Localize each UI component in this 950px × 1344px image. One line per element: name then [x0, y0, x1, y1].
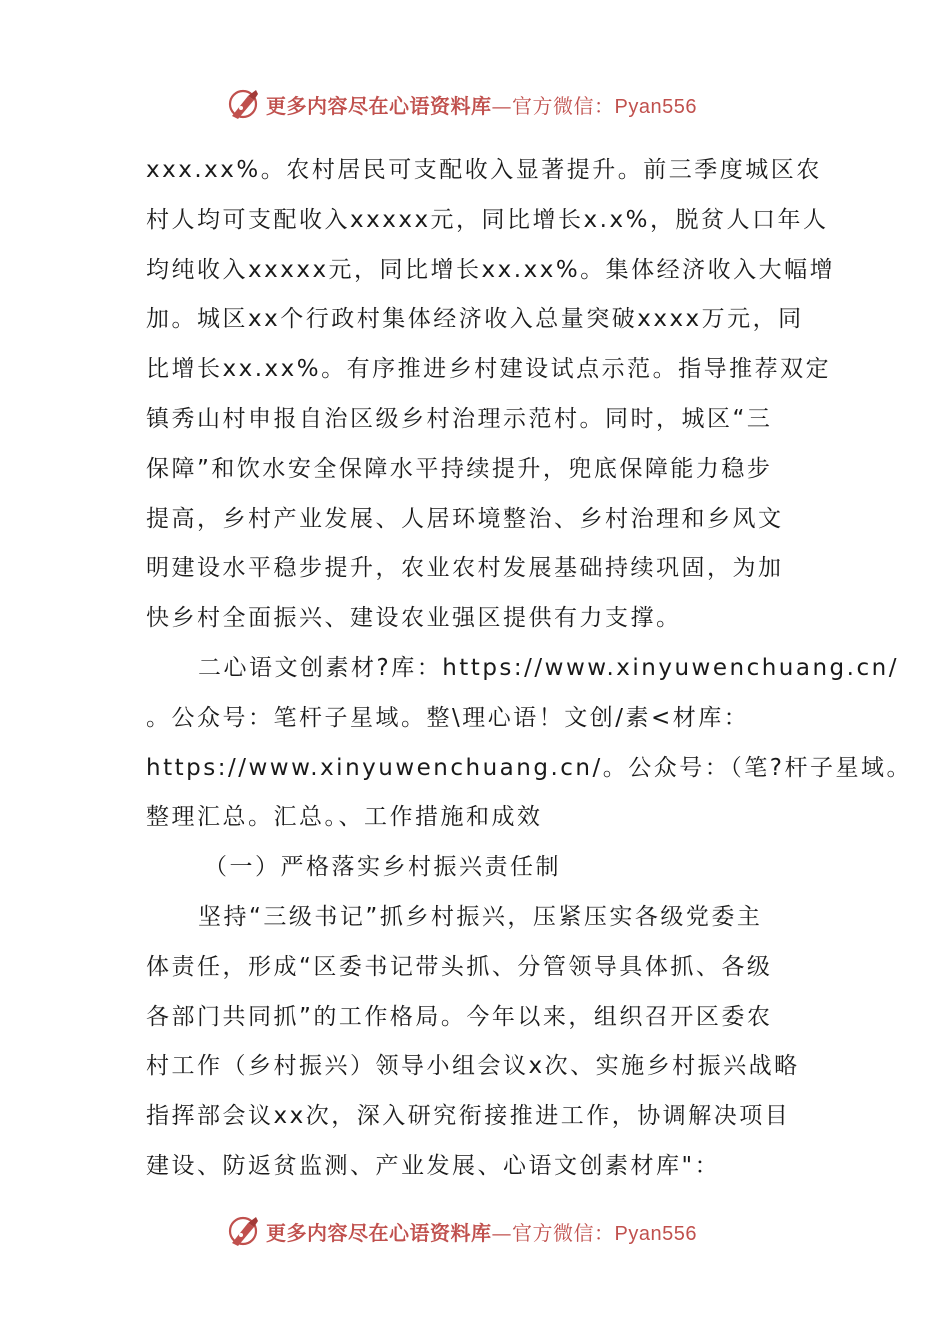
text-line: 加。城区xx个行政村集体经济收入总量突破xxxx万元，同 [146, 306, 804, 333]
text-line: 镇秀山村申报自治区级乡村治理示范村。同时，城区“三 [146, 405, 773, 432]
watermark-wechat: 官方微信：Pyan556 [512, 1222, 697, 1245]
section-heading: （一）严格落实乡村振兴责任制 [204, 854, 561, 881]
text-line: https://www.xinyuwenchuang.cn/。公众号：（笔?杆子星域。 [146, 754, 912, 781]
text-line: 指挥部会议xx次，深入研究衔接推进工作，协调解决项目 [146, 1103, 791, 1130]
text-line: xxx.xx%。农村居民可支配收入显著提升。前三季度城区农 [146, 157, 822, 183]
pen-nib-logo-icon [226, 1213, 262, 1249]
text-line: 提高，乡村产业发展、人居环境整治、乡村治理和乡风文 [146, 505, 784, 532]
watermark-dash: — [491, 1220, 512, 1245]
text-line: 村人均可支配收入xxxxx元，同比增长x.x%，脱贫人口年人 [146, 206, 829, 233]
document-body [146, 146, 912, 1192]
watermark-header [226, 84, 726, 124]
watermark-footer [226, 1211, 726, 1251]
watermark-brand: 更多内容尽在心语资料库 [266, 93, 492, 118]
text-line: 建设、防返贫监测、产业发展、心语文创素材库"： [146, 1152, 721, 1179]
text-line: 均纯收入xxxxx元，同比增长xx.xx%。集体经济收入大幅增 [146, 256, 836, 283]
text-line: 快乡村全面振兴、建设农业强区提供有力支撑。 [146, 605, 682, 632]
text-line: 整理汇总。汇总。、工作措施和成效 [146, 804, 543, 831]
watermark-dash: — [491, 93, 512, 118]
text-line: 坚持“三级书记”抓乡村振兴，压紧压实各级党委主 [198, 903, 763, 930]
watermark-brand: 更多内容尽在心语资料库 [266, 1220, 492, 1245]
text-line: 体责任，形成“区委书记带头抓、分管领导具体抓、各级 [146, 953, 773, 980]
text-line: 各部门共同抓”的工作格局。今年以来，组织召开区委农 [146, 1003, 773, 1030]
text-line: 二心语文创素材?库：https://www.xinyuwenchuang.cn/ [198, 654, 899, 681]
watermark-text [266, 90, 697, 119]
watermark-text [266, 1217, 697, 1246]
pen-nib-logo-icon [226, 86, 262, 122]
text-line: 村工作（乡村振兴）领导小组会议x次、实施乡村振兴战略 [146, 1053, 800, 1080]
watermark-wechat: 官方微信：Pyan556 [512, 95, 697, 118]
text-line: 明建设水平稳步提升，农业农村发展基础持续巩固，为加 [146, 555, 784, 582]
text-line: 比增长xx.xx%。有序推进乡村建设试点示范。指导推荐双定 [146, 356, 832, 383]
text-line: 。公众号：笔杆子星域。整\理心语！文创/素<材库： [146, 704, 750, 731]
text-line: 保障”和饮水安全保障水平持续提升，兜底保障能力稳步 [146, 455, 773, 482]
